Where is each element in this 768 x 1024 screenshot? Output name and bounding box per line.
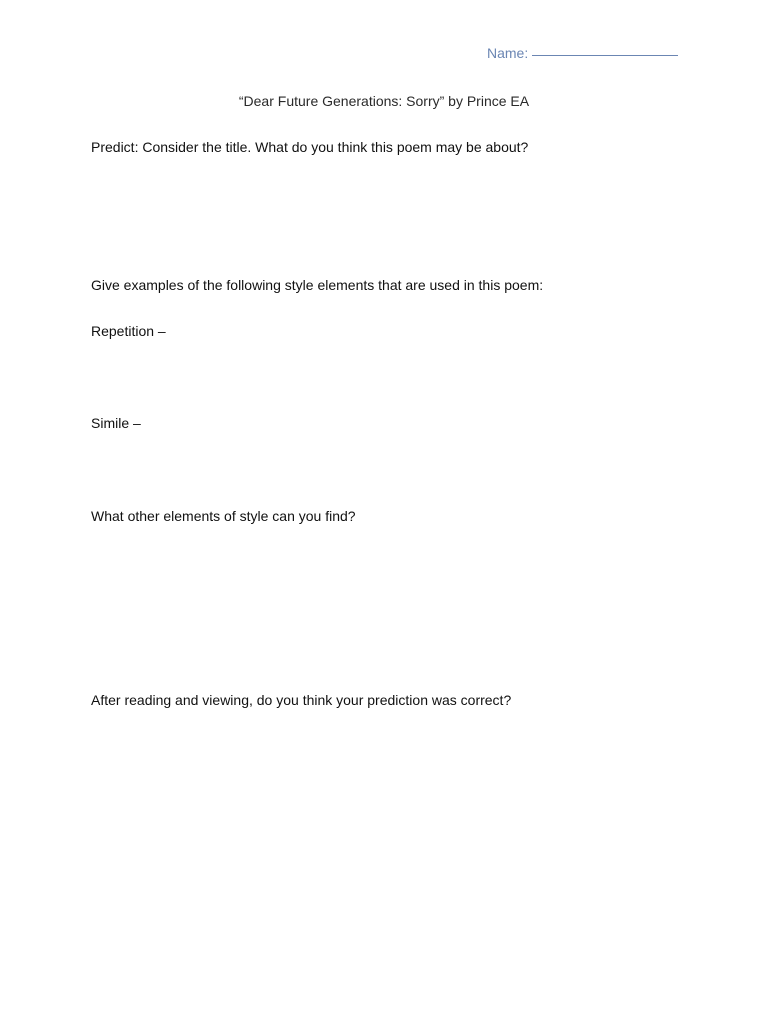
style-examples-prompt: Give examples of the following style elements that are used in this poem:	[91, 277, 544, 293]
name-field	[487, 45, 678, 61]
other-elements-prompt: What other elements of style can you find?	[91, 508, 356, 524]
name-label: Name:	[487, 45, 529, 61]
simile-label: Simile –	[91, 415, 141, 431]
predict-prompt: Predict: Consider the title. What do you think this poem may be about?	[91, 139, 529, 155]
repetition-label: Repetition –	[91, 323, 166, 339]
name-blank-line	[532, 55, 678, 56]
after-reading-prompt: After reading and viewing, do you think your prediction was correct?	[91, 692, 512, 708]
worksheet-title: “Dear Future Generations: Sorry” by Prince EA	[238, 93, 530, 109]
